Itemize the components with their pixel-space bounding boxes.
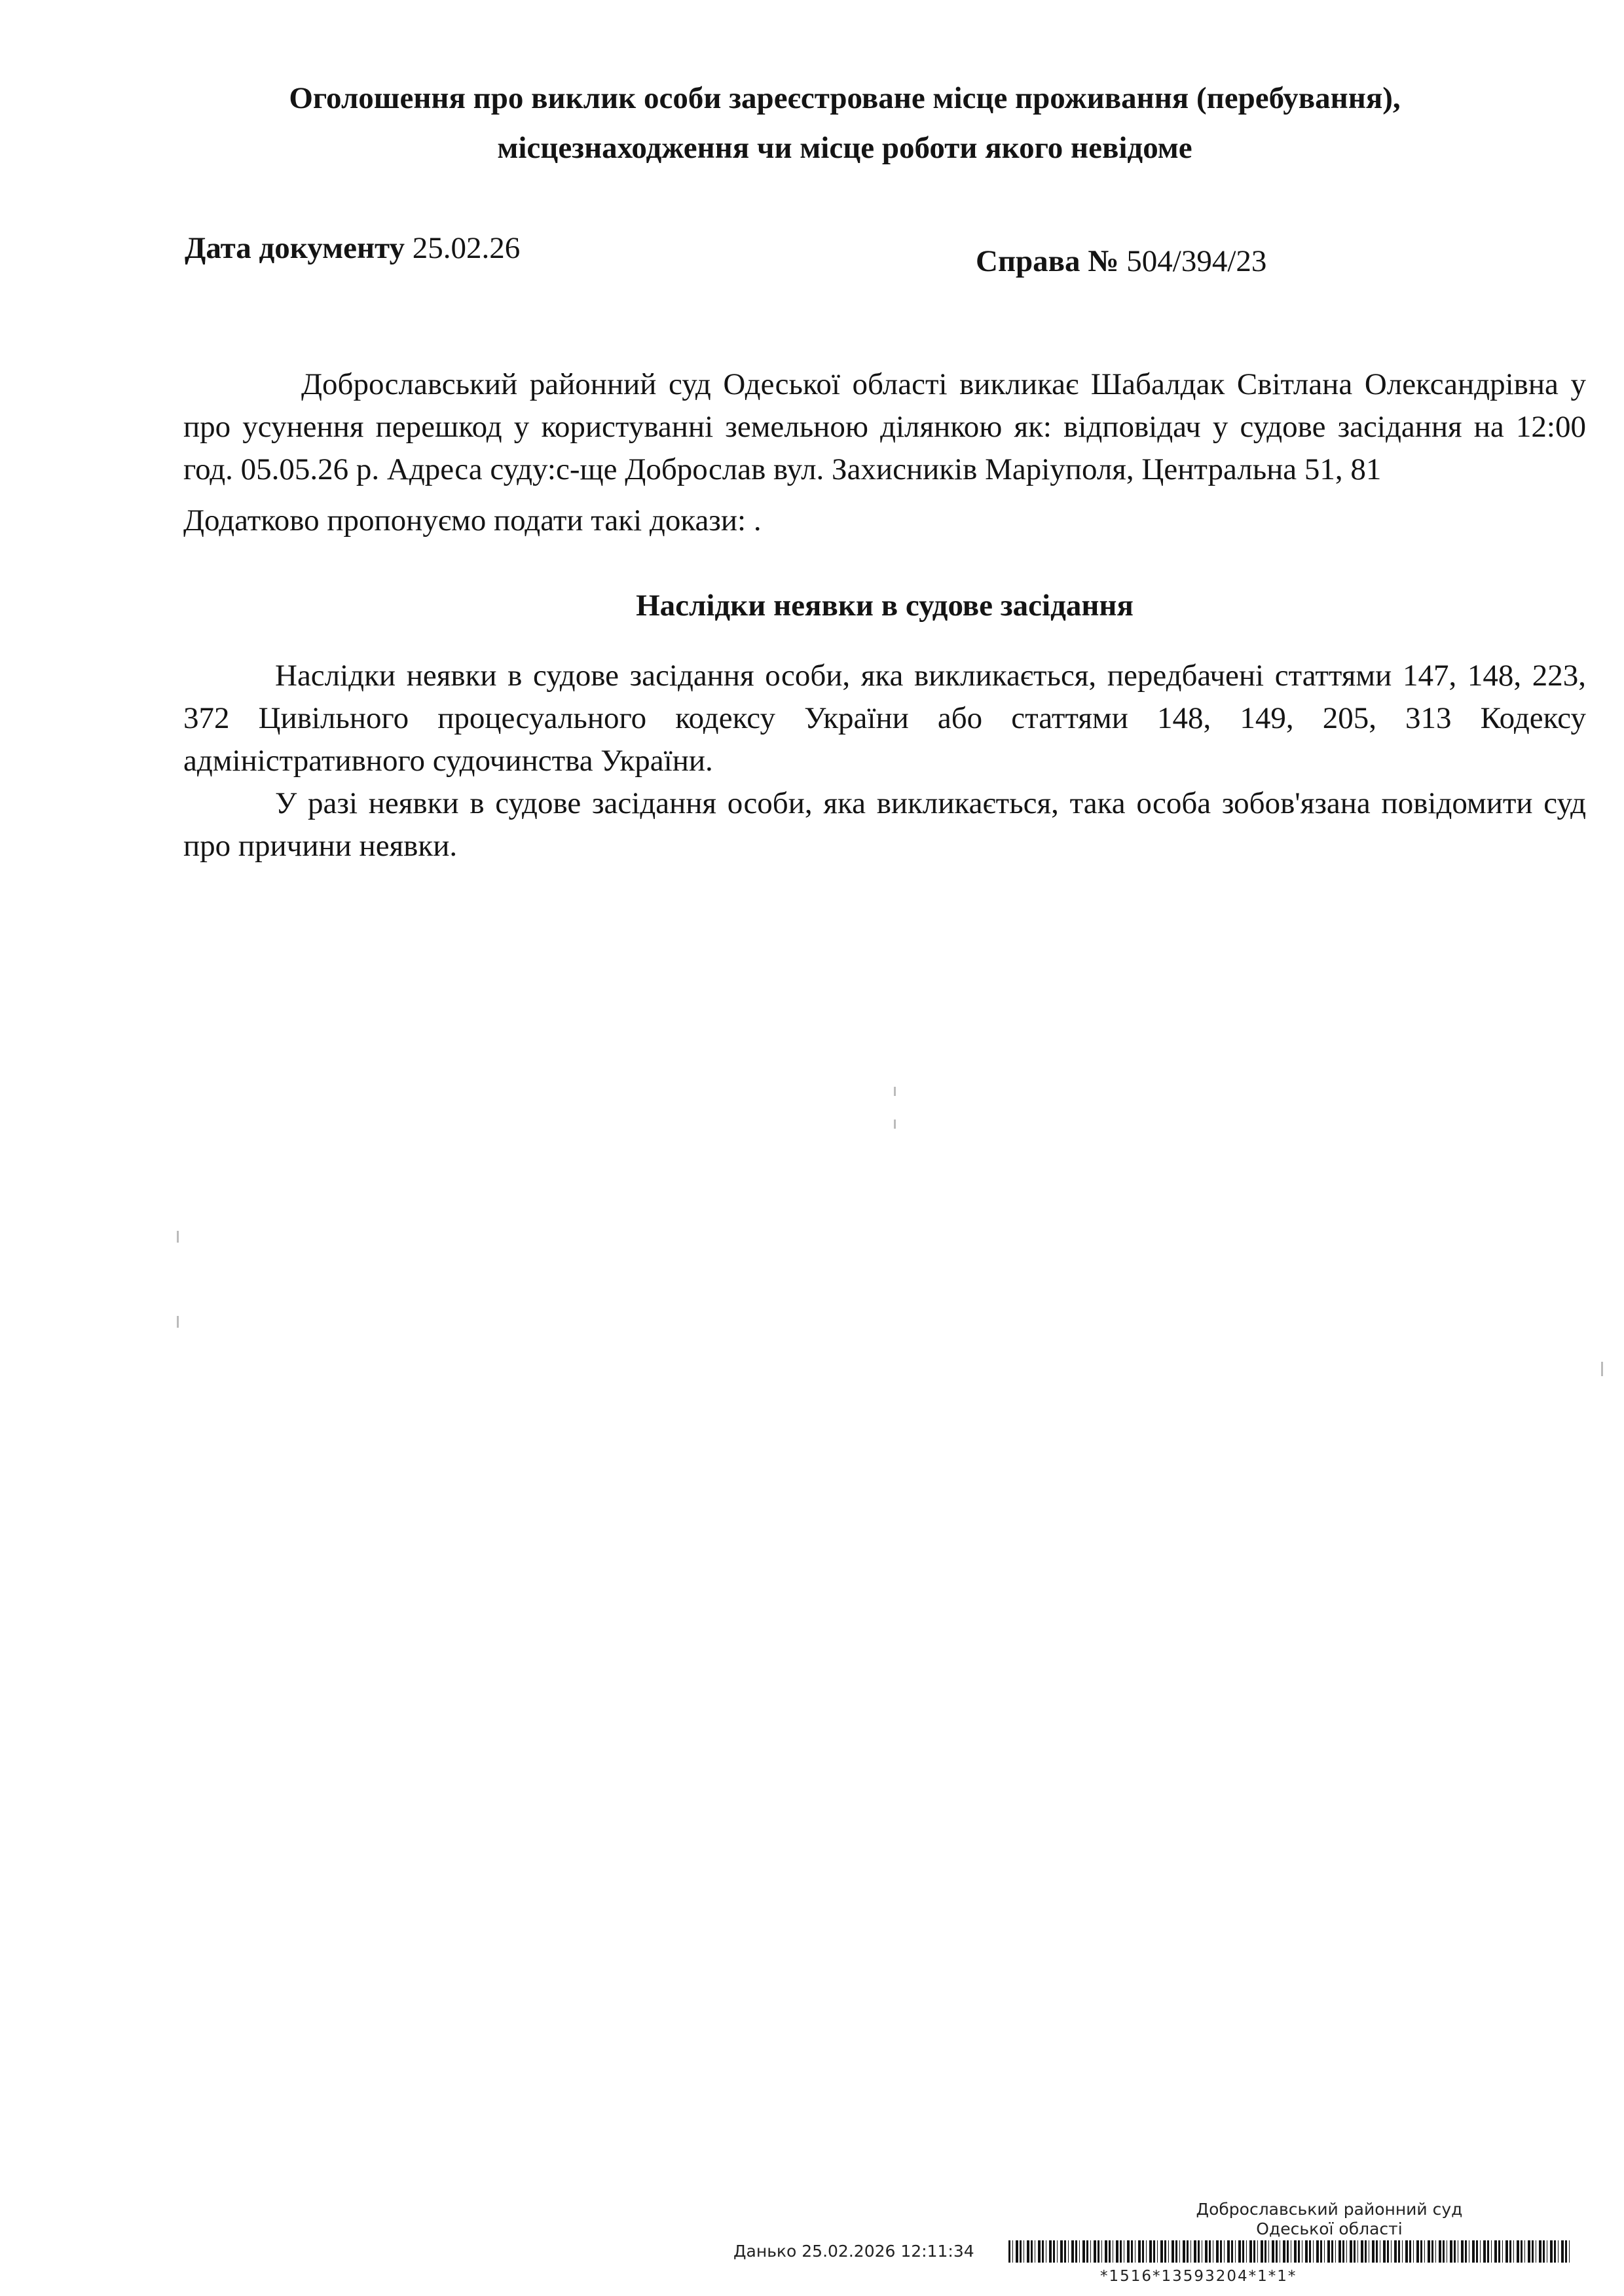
scan-artifact [894, 1120, 896, 1129]
document-title [196, 73, 1493, 173]
title-line-2: місцезнаходження чи місце роботи якого невідоме [497, 131, 1192, 165]
stamp-signer: Данько 25.02.2026 12:11:34 [733, 2242, 974, 2261]
consequences-heading: Наслідки неявки в судове засідання [636, 589, 1134, 623]
barcode [1008, 2240, 1572, 2263]
date-label: Дата документу [185, 231, 405, 265]
stamp-org-line-2: Одеської області [1256, 2219, 1403, 2238]
consequences-paragraph-2: У разі неявки в судове засідання особи, яка викликається, така особа зобов'язана повідомити суд про причини неявки. [183, 786, 1586, 863]
case-value: 504/394/23 [1126, 244, 1267, 278]
scan-artifact [177, 1231, 179, 1243]
title-line-1: Оголошення про виклик особи зареєстроване місце проживання (перебування), [289, 81, 1401, 115]
stamp-organization [1100, 2200, 1559, 2239]
scan-artifact [894, 1087, 896, 1096]
barcode-code: *1516*13593204*1*1* [1100, 2268, 1297, 2285]
summons-paragraph: Доброславський районний суд Одеської області викликає Шабалдак Світлана Олександрівна у про усунення перешкод у користуванні земельною ділянкою як: відповідач у судове засідання на 12:00 год. 05.05.26 р. Адреса суду:с-ще Доброслав вул. Захисників Маріуполя, Центральна 51, 81 [183, 367, 1586, 486]
document-date [185, 230, 520, 266]
consequences-paragraph-1: Наслідки неявки в судове засідання особи, яка викликається, передбачені статтями 147, 148, 223, 372 Цивільного процесуального кодексу України або статтями 148, 149, 205, 313 Кодексу адміністративного судочинства України. [183, 659, 1586, 778]
scan-artifact [1601, 1362, 1603, 1376]
scan-artifact [177, 1316, 179, 1328]
case-label: Справа № [976, 244, 1119, 278]
evidence-paragraph: Додатково пропонуємо подати такі докази: . [183, 503, 762, 538]
date-value: 25.02.26 [412, 231, 521, 265]
case-number [976, 244, 1266, 279]
stamp-org-line-1: Доброславський районний суд [1196, 2200, 1463, 2219]
